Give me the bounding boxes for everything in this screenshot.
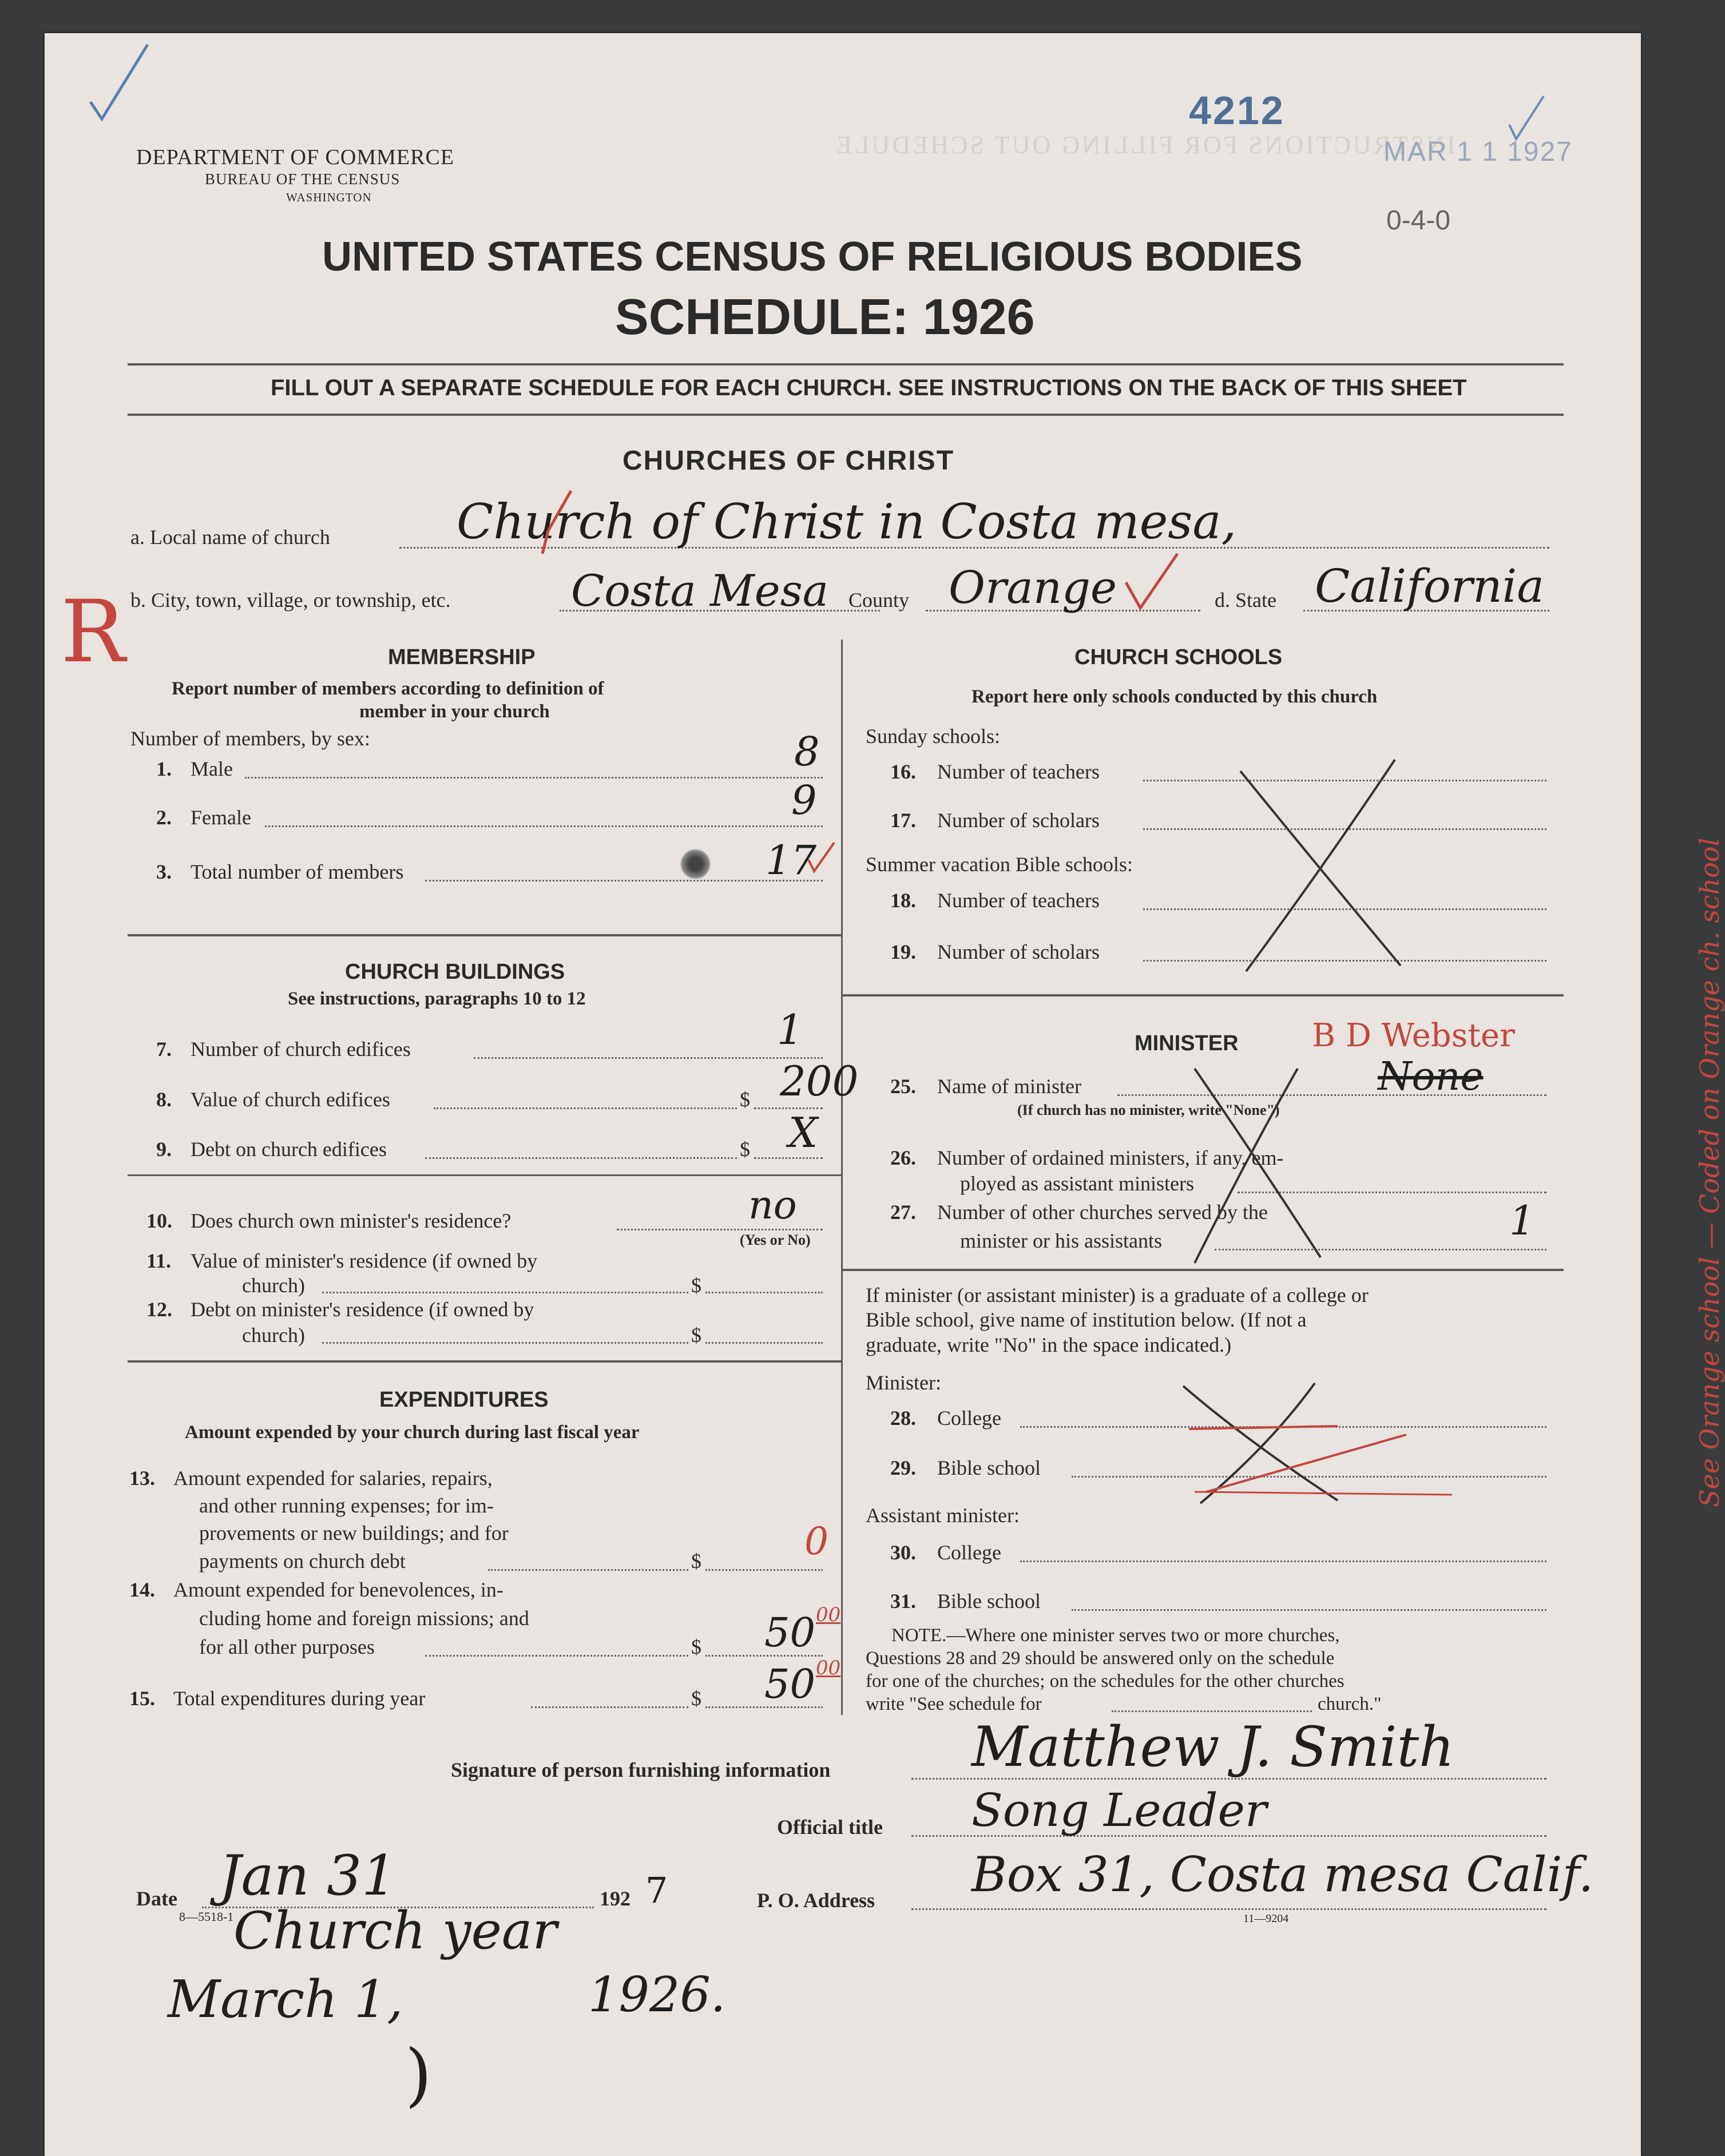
graduate-line2: Bible school, give name of institution below. (If not a (866, 1308, 1307, 1331)
assistant-subheading: Assistant minister: (866, 1504, 1020, 1527)
form-code: 8—5518-1 (179, 1909, 234, 1924)
bleed-through-text: INSTRUCTIONS FOR FILLING OUT SCHEDULE (834, 131, 1456, 159)
q13-number: 13. (129, 1467, 155, 1490)
q15-number: 15. (129, 1687, 155, 1710)
q10-number: 10. (146, 1209, 172, 1232)
minister-subheading: Minister: (866, 1371, 941, 1394)
q1-value: 8 (794, 728, 820, 775)
city-value: Costa Mesa (571, 565, 829, 616)
form-number: 4212 (1189, 88, 1285, 133)
q12-amount-line (705, 1342, 823, 1344)
year-prefix: 192 (600, 1887, 630, 1910)
buildings-heading: CHURCH BUILDINGS (345, 960, 565, 984)
q17-label: Number of scholars (937, 809, 1100, 832)
po-address-label: P. O. Address (757, 1889, 875, 1912)
q30-number: 30. (890, 1541, 916, 1564)
department-name: DEPARTMENT OF COMMERCE (136, 145, 455, 169)
minister-cross-out (1183, 1057, 1332, 1269)
ink-blot (680, 848, 711, 880)
q9-amount-line (754, 1157, 823, 1159)
q12-label-a: Debt on minister's residence (if owned by (191, 1298, 534, 1321)
q12-label-b: church) (242, 1324, 305, 1347)
q14-number: 14. (129, 1578, 155, 1601)
q14-line1: Amount expended for benevolences, in- (173, 1578, 503, 1601)
expenditures-sub: Amount expended by your church during last fiscal year (185, 1422, 640, 1443)
minister-rule (842, 1269, 1564, 1271)
q13-line1: Amount expended for salaries, repairs, (173, 1467, 493, 1490)
q27-value: 1 (1509, 1197, 1535, 1244)
q9-dollar: $ (740, 1138, 750, 1161)
signature-label: Signature of person furnishing information (451, 1758, 831, 1781)
note-line2: Questions 28 and 29 should be answered only on the schedule (866, 1648, 1335, 1669)
q9-value: X (788, 1109, 818, 1157)
q30-label: College (937, 1541, 1001, 1564)
q12-line (322, 1342, 688, 1344)
po-address-value: Box 31, Costa mesa Calif. (971, 1847, 1594, 1903)
q16-number: 16. (890, 760, 916, 783)
q31-line (1072, 1609, 1546, 1611)
membership-heading: MEMBERSHIP (388, 645, 536, 669)
q14-line (425, 1655, 688, 1657)
q25-label: Name of minister (937, 1075, 1081, 1098)
schools-cross-out (1229, 748, 1412, 977)
q7-number: 7. (156, 1038, 172, 1061)
q13-line (488, 1569, 688, 1571)
q9-number: 9. (156, 1138, 172, 1161)
minister-heading: MINISTER (1135, 1031, 1239, 1055)
q13-line4: payments on church debt (199, 1550, 406, 1573)
official-title-value: Song Leader (971, 1784, 1267, 1837)
local-name-label: a. Local name of church (130, 526, 330, 549)
city-name: WASHINGTON (286, 190, 372, 204)
q13-amount-line (705, 1569, 823, 1571)
q2-line (265, 825, 823, 827)
q31-label: Bible school (937, 1590, 1041, 1613)
red-tick-total (806, 837, 840, 877)
q15-dollar: $ (691, 1687, 701, 1710)
q11-number: 11. (146, 1249, 172, 1272)
q15-label: Total expenditures during year (173, 1687, 426, 1710)
q8-number: 8. (156, 1088, 172, 1111)
margin-note-vertical: See Orange school — Coded on Orange ch. school (1694, 837, 1725, 1507)
q11-label-b: church) (242, 1274, 305, 1297)
q26-number: 26. (890, 1146, 916, 1169)
q10-value: no (748, 1183, 797, 1228)
local-name-value: Church of Christ in Costa mesa, (457, 494, 1237, 550)
q14-dollar: $ (691, 1635, 701, 1658)
official-title-label: Official title (777, 1816, 883, 1839)
q25-hint: (If church has no minister, write "None") (1017, 1102, 1280, 1118)
header-rule-bottom (128, 414, 1564, 416)
column-divider (841, 640, 843, 1715)
state-value: California (1315, 559, 1544, 613)
q17-number: 17. (890, 809, 916, 832)
q27-label-a: Number of other churches served by the (937, 1201, 1268, 1224)
blue-check-mark (85, 39, 153, 125)
q11-amount-line (705, 1292, 823, 1293)
q7-line (474, 1057, 823, 1059)
q8-line (434, 1107, 737, 1109)
church-year-note: Church year (233, 1901, 557, 1961)
q9-line (425, 1157, 737, 1159)
graduate-line1: If minister (or assistant minister) is a graduate of a college or (866, 1284, 1369, 1307)
q8-value: 200 (780, 1057, 859, 1105)
q29-number: 29. (890, 1456, 916, 1479)
q14-line2: cluding home and foreign missions; and (199, 1607, 529, 1630)
q28-label: College (937, 1407, 1001, 1430)
q13-dollar: $ (691, 1550, 701, 1573)
minister-handwritten-name: B D Webster (1312, 1017, 1515, 1054)
q15-value: 50 (764, 1661, 816, 1708)
schools-rule (842, 994, 1564, 996)
state-label: d. State (1215, 589, 1276, 612)
q2-number: 2. (156, 806, 172, 829)
q7-label: Number of church edifices (191, 1038, 411, 1061)
residence-rule (128, 1360, 842, 1363)
membership-sub2: member in your church (359, 701, 550, 722)
membership-rule (128, 934, 842, 936)
margin-mark-r: R (61, 582, 125, 682)
q27-label-b: minister or his assistants (960, 1229, 1162, 1252)
header-rule-top (128, 363, 1564, 366)
q7-value: 1 (777, 1006, 803, 1054)
q3-number: 3. (156, 860, 172, 883)
church-year-mark: ) (405, 2035, 432, 2115)
po-address-line (911, 1908, 1546, 1910)
date-value: Jan 31 (219, 1844, 397, 1908)
q18-number: 18. (890, 889, 916, 912)
church-year-year: 1926. (588, 1967, 726, 2023)
q2-value: 9 (791, 777, 817, 824)
sunday-schools-label: Sunday schools: (866, 725, 1001, 748)
q26-label-b: ployed as assistant ministers (960, 1172, 1194, 1195)
q1-number: 1. (156, 757, 172, 780)
q3-value: 17 (766, 837, 817, 884)
q8-dollar: $ (740, 1088, 750, 1111)
q31-number: 31. (890, 1590, 916, 1613)
membership-sub1: Report number of members according to definition of (172, 678, 604, 699)
county-label: County (848, 589, 910, 612)
graduate-cross-out (1166, 1372, 1464, 1509)
q13-value: 0 (804, 1519, 828, 1563)
q14-value: 50 (764, 1609, 816, 1656)
q11-line (322, 1292, 688, 1293)
page-title: UNITED STATES CENSUS OF RELIGIOUS BODIES (322, 234, 1303, 280)
q11-dollar: $ (691, 1274, 701, 1297)
q3-line (425, 880, 823, 882)
q19-number: 19. (890, 940, 916, 963)
county-value: Orange (949, 562, 1117, 614)
q10-line (617, 1229, 823, 1230)
q14-cents: 00 (816, 1603, 841, 1626)
note-line4-end: church." (1318, 1694, 1382, 1714)
q25-number: 25. (890, 1075, 916, 1098)
buildings-sub: See instructions, paragraphs 10 to 12 (288, 988, 586, 1009)
church-year-date: March 1, (168, 1970, 403, 2030)
q12-number: 12. (146, 1298, 172, 1321)
q18-label: Number of teachers (937, 889, 1100, 912)
red-check-mark (537, 485, 582, 565)
graduate-line3: graduate, write "No" in the space indicated.) (866, 1333, 1232, 1356)
q8-label: Value of church edifices (191, 1088, 390, 1111)
city-label: b. City, town, village, or township, etc. (130, 589, 451, 612)
q1-label: Male (191, 757, 233, 780)
year-digit: 7 (645, 1869, 668, 1911)
q13-line3: provements or new buildings; and for (199, 1522, 509, 1544)
note-line4: write "See schedule for (866, 1694, 1042, 1714)
date-label: Date (136, 1887, 177, 1910)
summer-schools-label: Summer vacation Bible schools: (866, 853, 1133, 876)
q14-line3: for all other purposes (199, 1635, 375, 1658)
schools-heading: CHURCH SCHOOLS (1074, 645, 1283, 669)
instruction-banner: FILL OUT A SEPARATE SCHEDULE FOR EACH CHURCH. SEE INSTRUCTIONS ON THE BACK OF THIS SHEET (271, 375, 1467, 400)
page-subtitle: SCHEDULE: 1926 (615, 288, 1035, 345)
buildings-rule (128, 1174, 842, 1176)
q30-line (1020, 1561, 1546, 1562)
q3-label: Total number of members (191, 860, 404, 883)
q10-hint: (Yes or No) (740, 1232, 811, 1248)
q2-label: Female (191, 806, 251, 829)
note-line3: for one of the churches; on the schedules for the other churches (866, 1671, 1345, 1692)
q15-cents: 00 (816, 1657, 841, 1679)
expenditures-heading: EXPENDITURES (379, 1388, 549, 1412)
q15-line (531, 1706, 688, 1708)
note-blank (1112, 1710, 1312, 1712)
received-stamp: MAR 1 1 1927 (1383, 137, 1573, 167)
q26-label-a: Number of ordained ministers, if any, em- (937, 1146, 1284, 1169)
schools-sub: Report here only schools conducted by this church (971, 686, 1378, 707)
signature-value: Matthew J. Smith (971, 1715, 1454, 1779)
bureau-name: BUREAU OF THE CENSUS (205, 170, 400, 188)
q1-line (245, 777, 823, 779)
note-line1: NOTE.—Where one minister serves two or more churches, (891, 1625, 1340, 1646)
red-check-county (1120, 548, 1183, 617)
q16-label: Number of teachers (937, 760, 1100, 783)
members-by-sex: Number of members, by sex: (130, 727, 370, 750)
denomination-heading: CHURCHES OF CHRIST (622, 446, 955, 476)
census-schedule-page (45, 33, 1725, 2156)
q25-value: None (1378, 1054, 1484, 1099)
q27-number: 27. (890, 1201, 916, 1224)
q11-label-a: Value of minister's residence (if owned by (191, 1249, 538, 1272)
q28-number: 28. (890, 1407, 916, 1430)
po-code: 11—9204 (1243, 1912, 1289, 1925)
q19-label: Number of scholars (937, 940, 1100, 963)
q29-label: Bible school (937, 1456, 1041, 1479)
code-number: 0-4-0 (1386, 205, 1451, 236)
q9-label: Debt on church edifices (191, 1138, 387, 1161)
q12-dollar: $ (691, 1324, 701, 1347)
q10-label: Does church own minister's residence? (191, 1209, 511, 1232)
q13-line2: and other running expenses; for im- (199, 1494, 494, 1517)
